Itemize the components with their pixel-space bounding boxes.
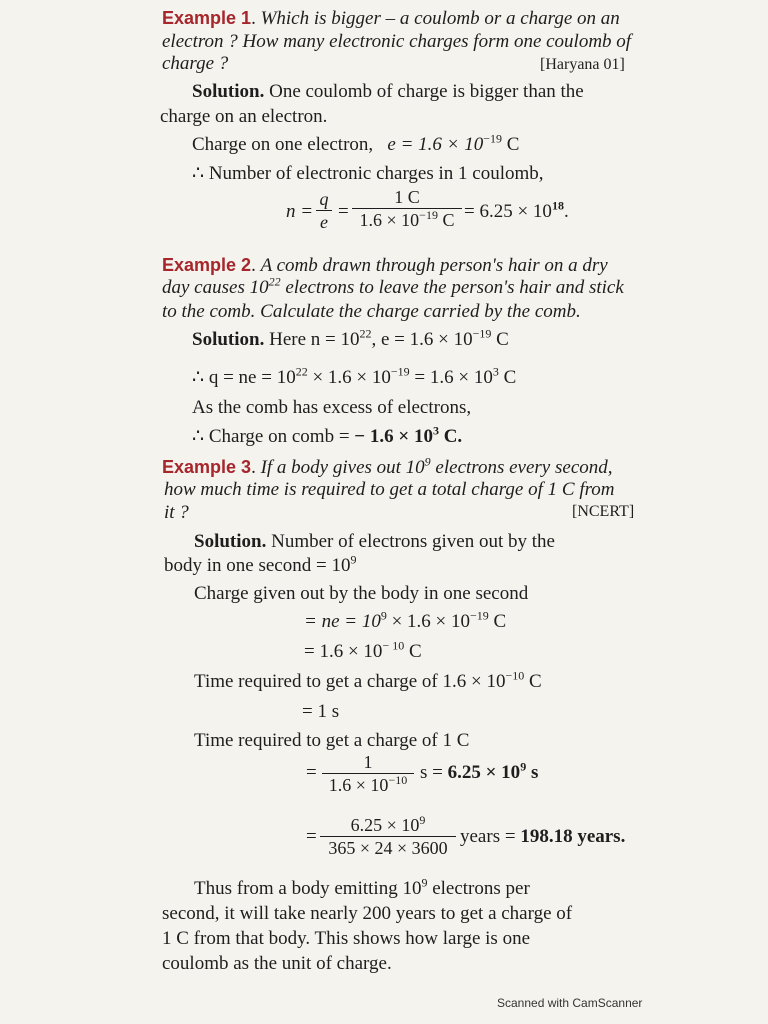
- n-fraction: 1 C $1.6 \times 10^{-19}$ C: [352, 186, 462, 231]
- equation-1: = ne = $10^9 \times 1.6 \times 10^{-19}$ C: [304, 608, 507, 632]
- equation-2: = $1.6 \times 10^{- 10}$ C: [304, 638, 422, 662]
- example-1-source: [Haryana 01]: [540, 56, 625, 73]
- example-1-question-line-3: charge ?: [162, 53, 229, 74]
- time-required-line-2: Time required to get a charge of 1 C: [194, 730, 470, 751]
- q-over-e: q e: [316, 188, 332, 233]
- conclusion-line-3: 1 C from that body. This shows how large is one: [162, 928, 531, 949]
- example-2-question-line-3: to the comb. Calculate the charge carried by the comb.: [162, 301, 581, 322]
- n-lhs: n =: [286, 201, 314, 222]
- example-2-question-line-1: Example 2. A comb drawn through person's hair on a dry: [162, 255, 608, 276]
- charge-on-electron: Charge on one electron, $e = 1.6 \times 10^{-19}$ C: [192, 131, 520, 155]
- example-1-question-line-1: Example 1. Which is bigger – a coulomb or a charge on an: [162, 8, 620, 29]
- excess-electrons: As the comb has excess of electrons,: [192, 397, 472, 418]
- conclusion-line-1: Thus from a body emitting $10^9$ electrons per: [194, 875, 530, 899]
- number-of-charges: ∴ Number of electronic charges in 1 coulomb,: [192, 163, 544, 184]
- scanner-watermark: Scanned with CamScanner: [497, 996, 643, 1010]
- example-3-solution-line-2: body in one second = $10^9$: [164, 552, 357, 576]
- conclusion-line-4: coulomb as the unit of charge.: [162, 953, 392, 974]
- example-3-question-line-1: Example 3. If a body gives out $10^9$ electrons every second,: [162, 454, 613, 478]
- example-1-solution-line-2: charge on an electron.: [160, 106, 328, 127]
- example-1-label: Example 1: [162, 8, 252, 28]
- fraction-1-result: $s = 6.25 \times 10^9$ s: [420, 759, 539, 783]
- fraction-2-equals: =: [306, 826, 317, 847]
- fraction-1-equals: =: [306, 762, 317, 783]
- solution-label: Solution.: [192, 81, 265, 102]
- example-2-solution: Solution. Here $n = 10^{22}$, $e = 1.6 \times 10^{-19}$ C: [192, 326, 509, 350]
- example-3-question-line-2: how much time is required to get a total charge of 1 C from: [164, 479, 615, 500]
- fraction-2-result: years = 198.18 years.: [460, 826, 626, 847]
- equals-sign: =: [338, 201, 349, 222]
- charge-on-comb: ∴ Charge on comb = − $1.6 \times 10^3$ C.: [192, 423, 463, 447]
- charge-given-out: Charge given out by the body in one second: [194, 583, 529, 604]
- example-3-label: Example 3: [162, 457, 252, 477]
- n-result: = $6.25 \times 10^{18}$.: [464, 198, 569, 222]
- one-second: = 1 s: [302, 701, 340, 722]
- fraction-2: $6.25 \times 10^9$ 365 × 24 × 3600: [320, 814, 456, 859]
- example-2-label: Example 2: [162, 255, 252, 275]
- fraction-1: 1 $1.6 \times 10^{-10}$: [322, 751, 414, 796]
- example-3-solution-line-1: Solution. Number of electrons given out by the: [194, 531, 555, 552]
- example-2-question-line-2: day causes $10^{22}$ electrons to leave the person's hair and stick: [162, 274, 624, 298]
- time-required-line-1: Time required to get a charge of $1.6 \times 10^{-10}$ C: [194, 668, 542, 692]
- example-3-source: [NCERT]: [572, 503, 635, 520]
- conclusion-line-2: second, it will take nearly 200 years to get a charge of: [162, 903, 573, 924]
- example-3-question-line-3: it ?: [164, 502, 189, 523]
- q-equation: ∴ q = ne = $10^{22} \times 1.6 \times 10^{-19} = 1.6 \times 10^3$ C: [192, 364, 517, 388]
- example-1-question-line-2: electron ? How many electronic charges form one coulomb of: [162, 31, 632, 52]
- example-1-solution-line-1: Solution. One coulomb of charge is bigger than the: [192, 81, 584, 102]
